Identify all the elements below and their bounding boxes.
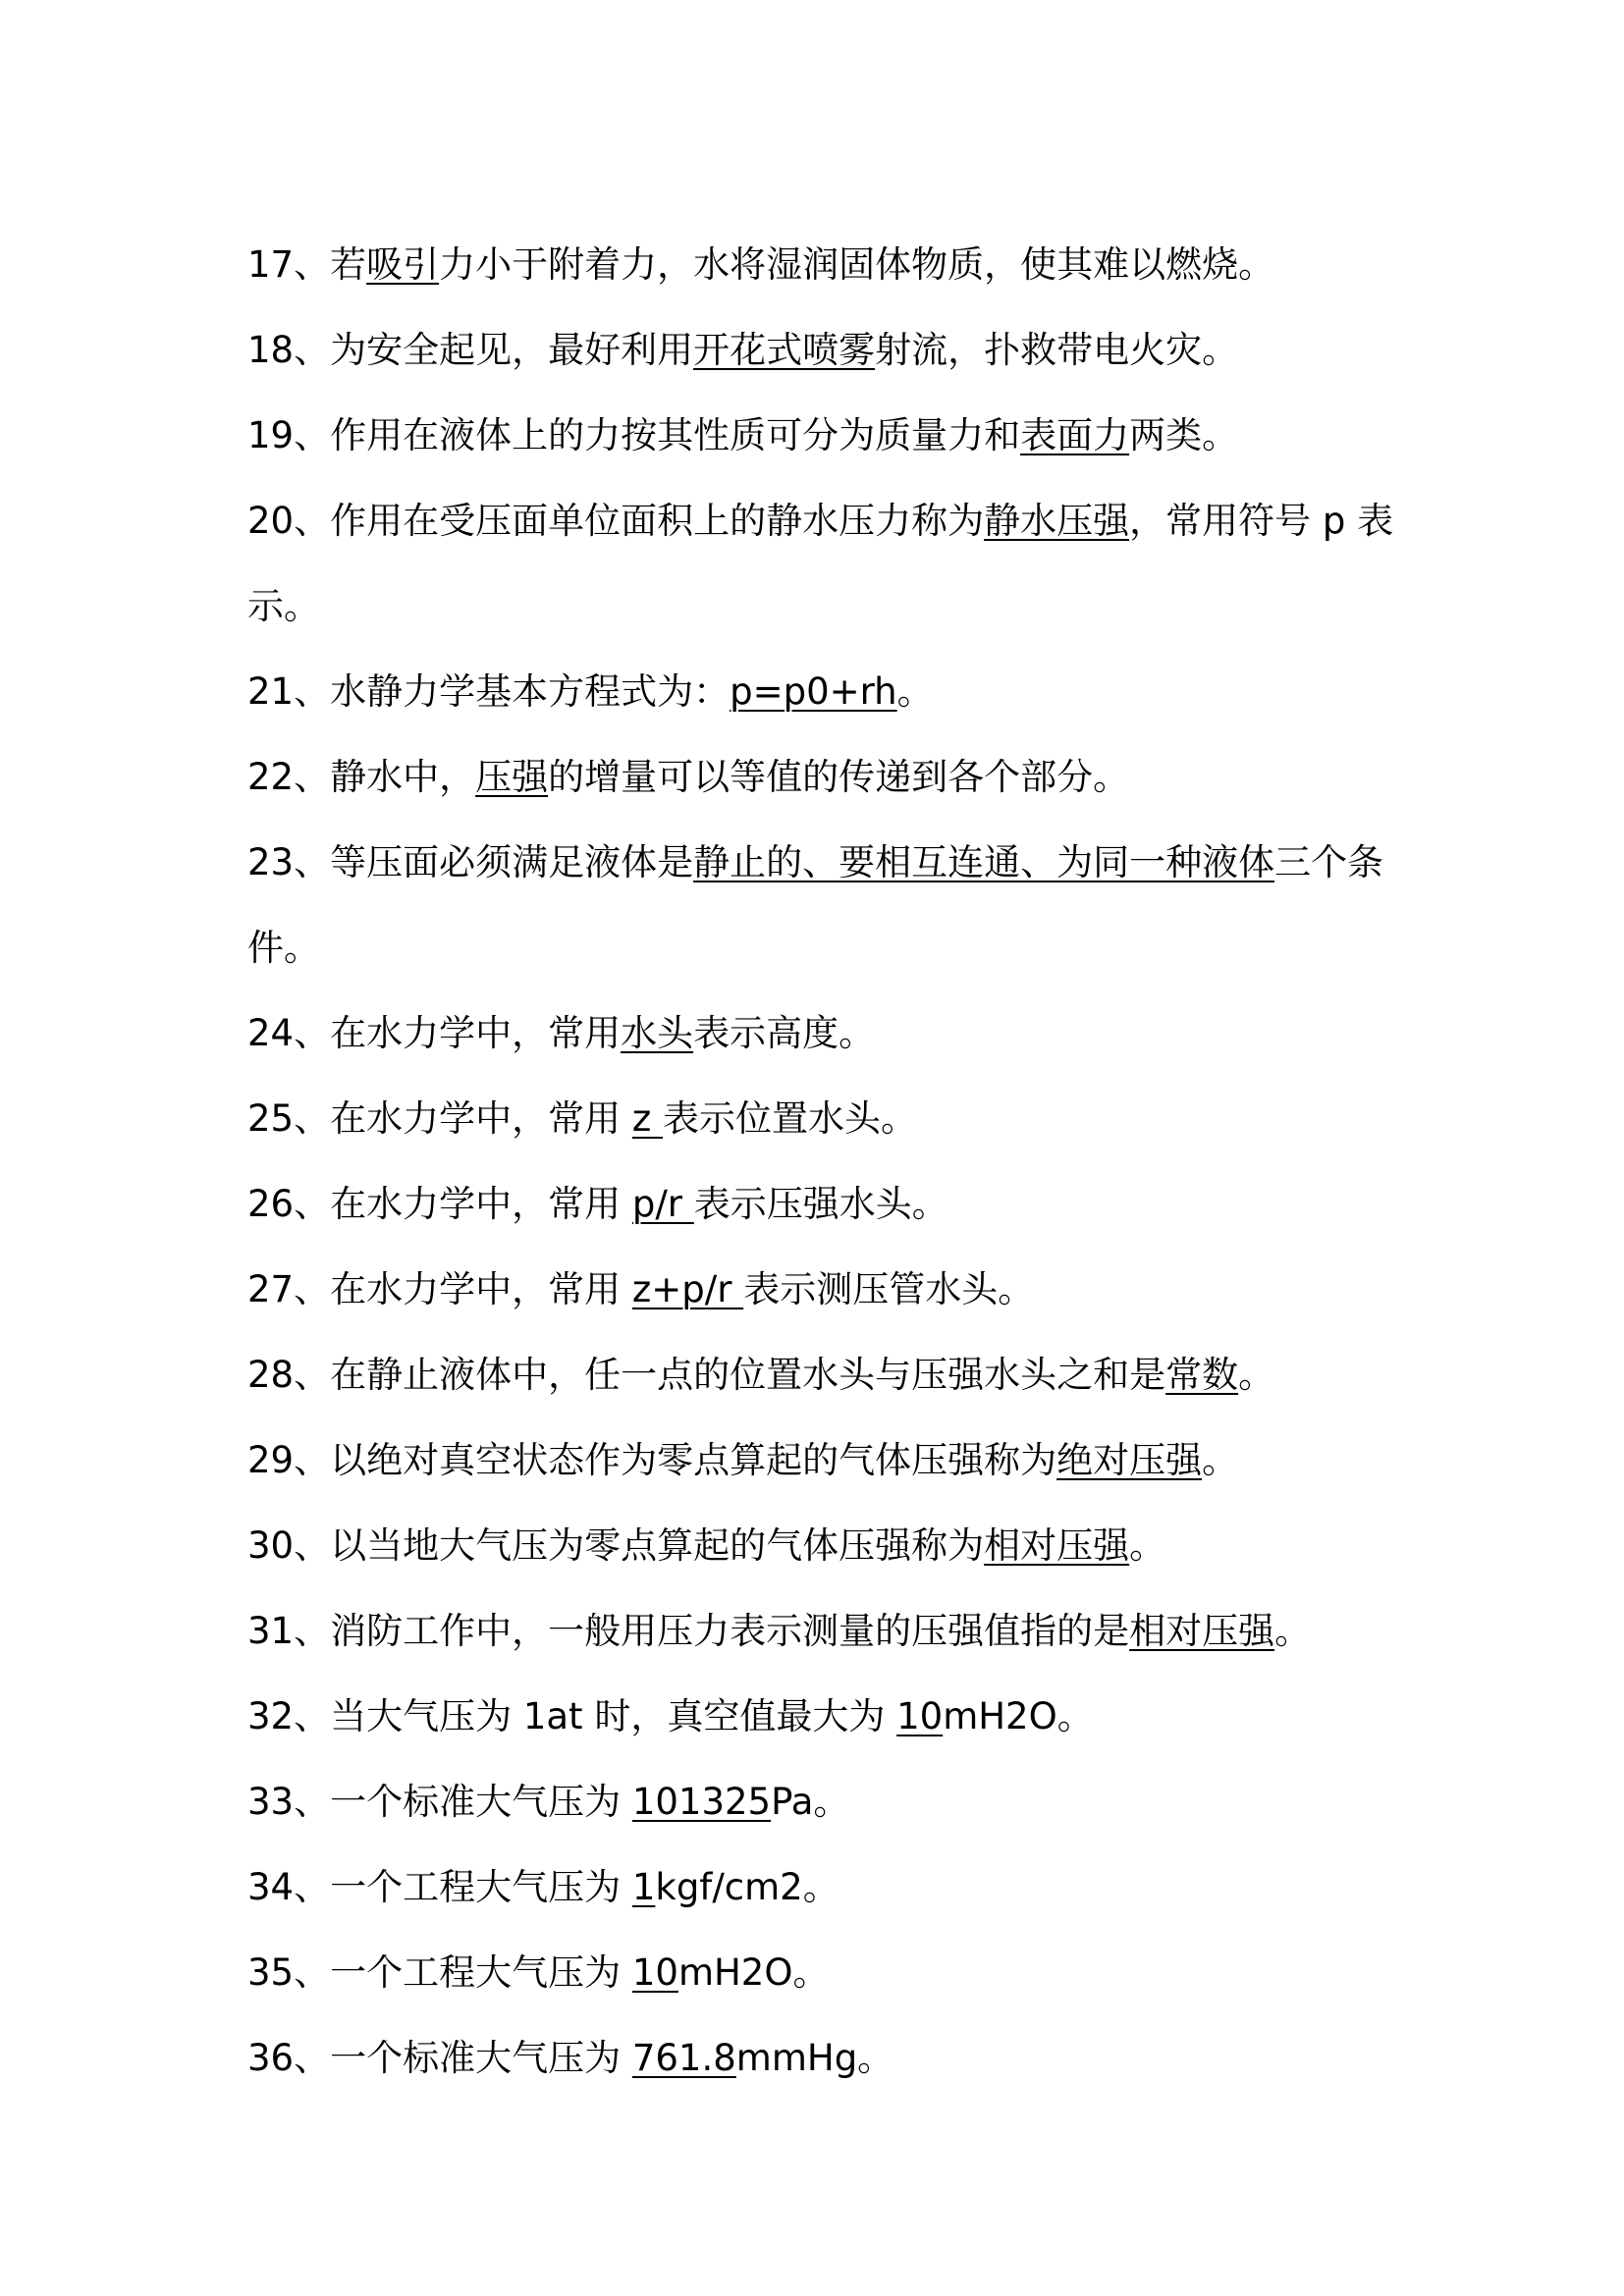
question-text: 表示位置水头。 bbox=[663, 1097, 918, 1140]
answer-blank: z+p/r bbox=[631, 1268, 744, 1310]
question-35 bbox=[247, 1930, 1396, 2015]
question-text: 射流，扑救带电火灾。 bbox=[875, 329, 1239, 371]
question-27 bbox=[247, 1247, 1396, 1332]
question-text: kgf/cm2。 bbox=[655, 1866, 839, 1908]
question-text: 27、在水力学中，常用 bbox=[247, 1268, 632, 1310]
answer-blank: 静水压强 bbox=[984, 500, 1130, 542]
answer-blank: 压强 bbox=[475, 756, 549, 798]
answer-blank: 761.8 bbox=[631, 2037, 736, 2079]
question-31 bbox=[247, 1588, 1396, 1674]
question-text: 28、在静止液体中，任一点的位置水头与压强水头之和是 bbox=[247, 1354, 1166, 1396]
answer-blank: 表面力 bbox=[1020, 414, 1130, 456]
question-text: 19、作用在液体上的力按其性质可分为质量力和 bbox=[247, 414, 1021, 456]
answer-blank: 相对压强 bbox=[984, 1524, 1130, 1567]
question-28 bbox=[247, 1332, 1396, 1417]
answer-blank: 水头 bbox=[621, 1012, 694, 1054]
question-text: 29、以绝对真空状态作为零点算起的气体压强称为 bbox=[247, 1439, 1057, 1481]
question-text: 24、在水力学中，常用 bbox=[247, 1012, 622, 1054]
question-29 bbox=[247, 1417, 1396, 1503]
question-text: 两类。 bbox=[1129, 414, 1239, 456]
question-text: 18、为安全起见，最好利用 bbox=[247, 329, 694, 371]
answer-blank: 开花式喷雾 bbox=[693, 329, 876, 371]
question-34 bbox=[247, 1844, 1396, 1930]
question-text: ，常用符号 p 表示。 bbox=[247, 500, 1394, 627]
answer-blank: 1 bbox=[631, 1866, 656, 1908]
question-36 bbox=[247, 2015, 1396, 2101]
question-26 bbox=[247, 1161, 1396, 1247]
question-text: 。 bbox=[1202, 1439, 1239, 1481]
question-text: 力小于附着力，水将湿润固体物质，使其难以燃烧。 bbox=[439, 243, 1275, 286]
question-text: 的增量可以等值的传递到各个部分。 bbox=[548, 756, 1130, 798]
question-32 bbox=[247, 1674, 1396, 1759]
question-text: 26、在水力学中，常用 bbox=[247, 1183, 632, 1225]
question-text: Pa。 bbox=[771, 1781, 850, 1823]
question-text: 。 bbox=[896, 670, 934, 713]
answer-blank: 10 bbox=[896, 1695, 944, 1737]
question-text: 25、在水力学中，常用 bbox=[247, 1097, 632, 1140]
answer-blank: 常数 bbox=[1165, 1354, 1239, 1396]
question-text: mmHg。 bbox=[735, 2037, 894, 2079]
question-19 bbox=[247, 393, 1396, 478]
answer-blank: 吸引 bbox=[366, 243, 440, 286]
answer-blank: 绝对压强 bbox=[1056, 1439, 1203, 1481]
question-text: 20、作用在受压面单位面积上的静水压力称为 bbox=[247, 500, 985, 542]
question-text: 34、一个工程大气压为 bbox=[247, 1866, 632, 1908]
question-text: 35、一个工程大气压为 bbox=[247, 1951, 632, 1994]
question-text: 表示高度。 bbox=[693, 1012, 876, 1054]
question-text: mH2O。 bbox=[943, 1695, 1094, 1737]
question-text: 。 bbox=[1274, 1610, 1312, 1652]
question-21 bbox=[247, 649, 1396, 734]
document-body bbox=[247, 222, 1396, 2101]
answer-blank: p=p0+rh bbox=[730, 670, 897, 713]
question-text: 30、以当地大气压为零点算起的气体压强称为 bbox=[247, 1524, 985, 1567]
question-18 bbox=[247, 307, 1396, 393]
question-text: 。 bbox=[1129, 1524, 1166, 1567]
answer-blank: 10 bbox=[631, 1951, 678, 1994]
question-text: 23、等压面必须满足液体是 bbox=[247, 841, 694, 883]
answer-blank: z bbox=[631, 1097, 664, 1140]
question-text: 表示压强水头。 bbox=[693, 1183, 948, 1225]
question-text: 22、静水中， bbox=[247, 756, 476, 798]
question-text: 。 bbox=[1238, 1354, 1275, 1396]
question-17 bbox=[247, 222, 1396, 307]
question-23 bbox=[247, 820, 1396, 990]
answer-blank: p/r bbox=[631, 1183, 694, 1225]
question-text: 36、一个标准大气压为 bbox=[247, 2037, 632, 2079]
question-text: 表示测压管水头。 bbox=[743, 1268, 1035, 1310]
question-text: 三个条件。 bbox=[247, 841, 1384, 969]
question-text: 31、消防工作中，一般用压力表示测量的压强值指的是 bbox=[247, 1610, 1130, 1652]
question-text: 32、当大气压为 1at 时，真空值最大为 bbox=[247, 1695, 897, 1737]
question-25 bbox=[247, 1076, 1396, 1161]
question-text: 21、水静力学基本方程式为： bbox=[247, 670, 731, 713]
answer-blank: 静止的、要相互连通、为同一种液体 bbox=[693, 841, 1275, 883]
question-text: mH2O。 bbox=[677, 1951, 830, 1994]
question-text: 33、一个标准大气压为 bbox=[247, 1781, 632, 1823]
answer-blank: 相对压强 bbox=[1129, 1610, 1275, 1652]
question-30 bbox=[247, 1503, 1396, 1588]
question-24 bbox=[247, 990, 1396, 1076]
question-33 bbox=[247, 1759, 1396, 1844]
question-text: 17、若 bbox=[247, 243, 367, 286]
answer-blank: 101325 bbox=[631, 1781, 772, 1823]
question-22 bbox=[247, 734, 1396, 820]
question-20 bbox=[247, 478, 1396, 649]
